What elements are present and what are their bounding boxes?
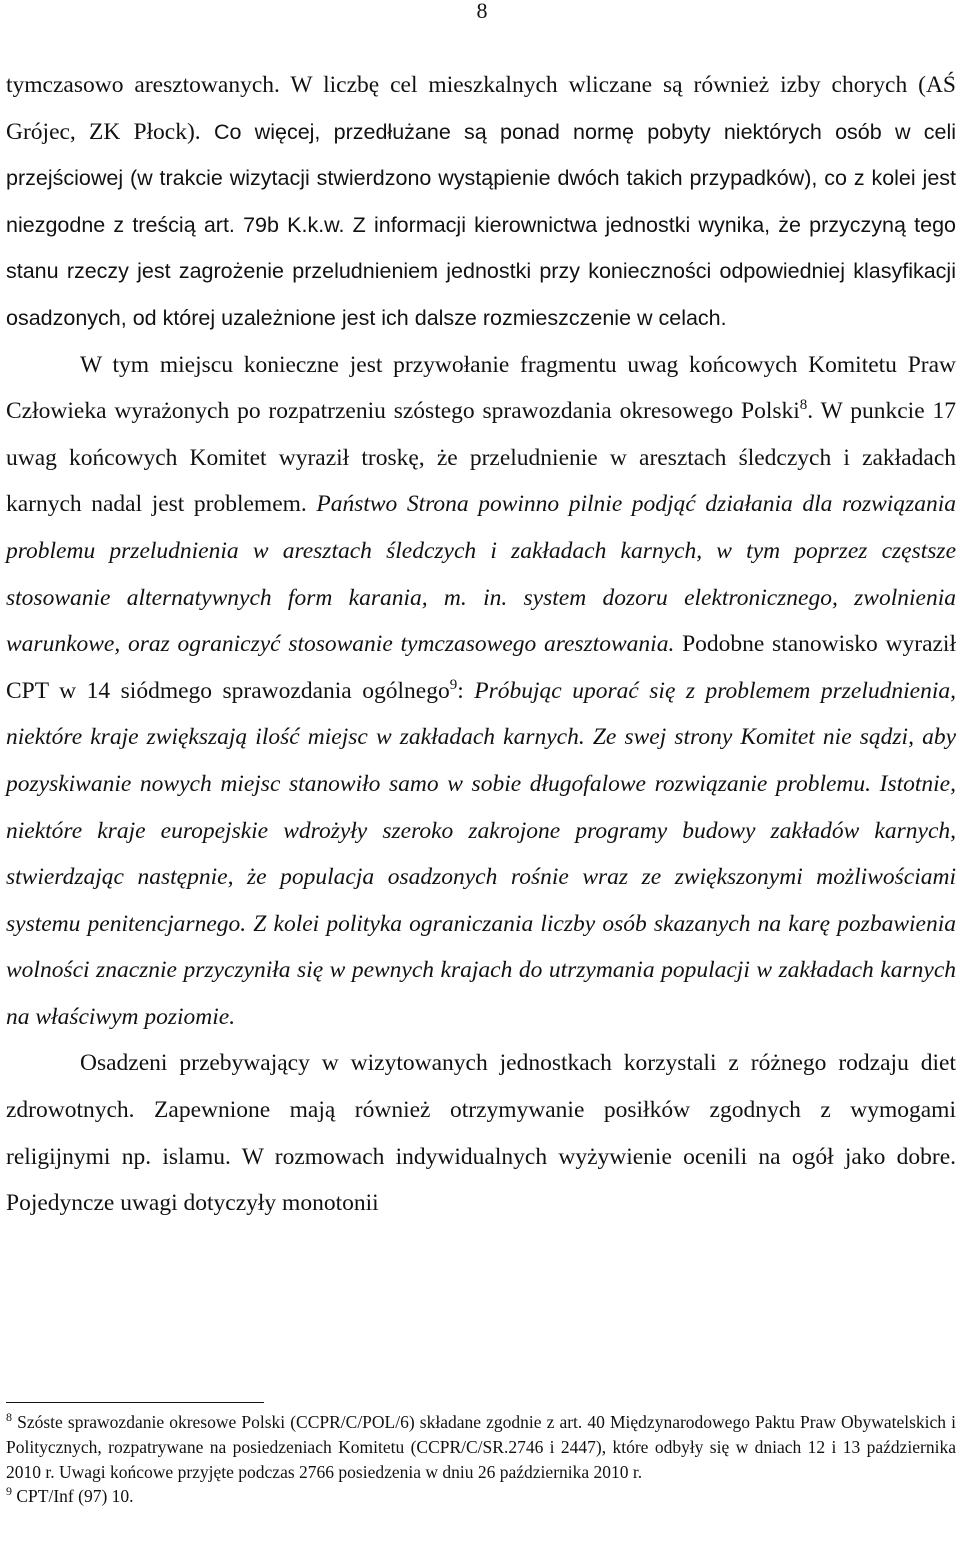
footnote-ref-8[interactable]: 8 bbox=[799, 397, 808, 414]
quote-cpt: Próbując uporać się z problemem przeludnienia, niektóre kraje zwiększają ilość miejsc w zakładach karnych. Ze swej strony Komitet nie sądzi, aby pozyskiwanie nowych miejsc stanowiło samo w sobie długofalowe rozwiązanie problemu. Istotnie, niektóre kraje europejskie wdrożyły szeroko zakrojone programy budowy zakładów karnych, stwierdzając następnie, że populacja osadzonych rośnie wraz ze zwiększonymi możliwościami systemu penitencjarnego. Z kolei polityka ograniczania liczby osób skazanych na karę pozbawienia wolności znacznie przyczyniła się w pewnych krajach do utrzymania populacji w zakładach karnych na właściwym poziomie. bbox=[6, 677, 956, 1030]
footnotes bbox=[6, 1410, 956, 1509]
footnote-separator bbox=[6, 1402, 264, 1403]
footnote-9 bbox=[6, 1484, 956, 1509]
quote-human-rights-committee: Państwo Strona powinno pilnie podjąć działania dla rozwiązania problemu przeludnienia w aresztach śledczych i zakładach karnych, w tym poprzez częstsze stosowanie alternatywnych form karania, m. in. system dozoru elektronicznego, zwolnienia warunkowe, oraz ograniczyć stosowanie tymczasowego aresztowania. bbox=[6, 491, 956, 658]
paragraph-2-text-4: : bbox=[457, 677, 475, 704]
paragraph-1 bbox=[6, 62, 956, 342]
paragraph-2-text-2: . W punkcie 17 uwag końcowych Komitet wyraził troskę, że przeludnienie w aresztach śledczych i zakładach karnych nadal jest problemem. bbox=[6, 398, 956, 518]
page-number: 8 bbox=[476, 0, 488, 23]
paragraph-1-sentence-2: Co więcej, przedłużane są ponad normę pobyty niektórych osób w celi przejściowej (w trakcie wizytacji stwierdzono wystąpienie dwóch takich przypadków), co z kolei jest niezgodne z treścią art. 79b K.k.w. Z informacji kierownictwa jednostki wynika, że przyczyną tego stanu rzeczy jest zagrożenie przeludnieniem jednostki przy konieczności odpowiedniej klasyfikacji osadzonych, od której uzależnione jest ich dalsze rozmieszczenie w celach. bbox=[6, 119, 956, 330]
footnote-8-number: 8 bbox=[6, 1410, 12, 1425]
paragraph-2 bbox=[6, 342, 956, 1041]
footnote-8 bbox=[6, 1410, 956, 1484]
footnote-8-text: Szóste sprawozdanie okresowe Polski (CCPR/C/POL/6) składane zgodnie z art. 40 Międzynarodowego Paktu Praw Obywatelskich i Politycznych, rozpatrywane na posiedzeniach Komitetu (CCPR/C/SR.2746 i 2447), które odbyły się w dniach 12 i 13 października 2010 r. Uwagi końcowe przyjęte podczas 2766 posiedzenia w dniu 26 października 2010 r. bbox=[6, 1412, 956, 1482]
paragraph-2-text-3: Podobne stanowisko wyraził CPT w 14 siódmego sprawozdania ogólnego bbox=[6, 631, 956, 704]
body-text bbox=[6, 62, 956, 1227]
footnote-9-text: CPT/Inf (97) 10. bbox=[12, 1486, 134, 1507]
paragraph-1-sentence-1: tymczasowo aresztowanych. W liczbę cel mieszkalnych wliczane są również izby chorych (AŚ Grójec, ZK Płock). bbox=[6, 72, 956, 145]
paragraph-3: Osadzeni przebywający w wizytowanych jednostkach korzystali z różnego rodzaju diet zdrowotnych. Zapewnione mają również otrzymywanie posiłków zgodnych z wymogami religijnymi np. islamu. W rozmowach indywidualnych wyżywienie ocenili na ogół jako dobre. Pojedyncze uwagi dotyczyły monotonii bbox=[6, 1050, 956, 1217]
footnote-ref-9[interactable]: 9 bbox=[449, 676, 458, 693]
paragraph-2-text-1: W tym miejscu konieczne jest przywołanie fragmentu uwag końcowych Komitetu Praw Człowieka wyrażonych po rozpatrzeniu szóstego sprawozdania okresowego Polski bbox=[6, 351, 956, 425]
footnote-9-number: 9 bbox=[6, 1484, 12, 1499]
